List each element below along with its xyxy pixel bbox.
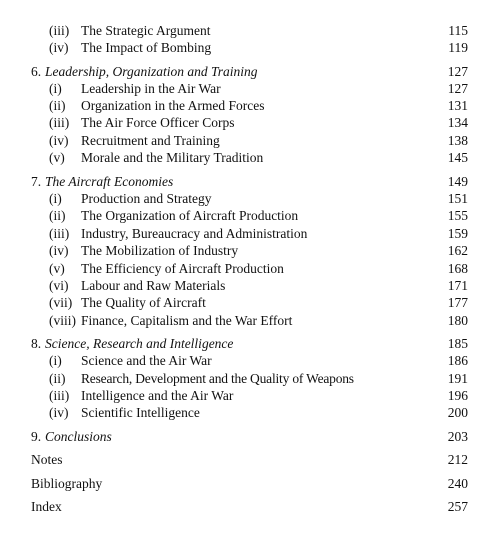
section-number: (iv)	[49, 405, 69, 420]
chapter-entry	[0, 335, 493, 353]
toc-entry	[0, 114, 493, 132]
section-title: Research, Development and the Quality of Weapons	[81, 371, 354, 386]
chapter-number: 8.	[31, 336, 42, 351]
toc-entry	[0, 312, 493, 330]
page-number: 134	[447, 115, 468, 130]
toc-entry	[0, 97, 493, 115]
page-number: 212	[447, 452, 468, 467]
page-number: 115	[448, 23, 468, 38]
page-number: 196	[447, 388, 468, 403]
toc-entry	[0, 190, 493, 208]
section-title: The Quality of Aircraft	[81, 295, 206, 310]
page-number: 127	[447, 64, 468, 79]
toc-entry	[0, 387, 493, 405]
page-number: 171	[447, 278, 468, 293]
chapter-title: Science, Research and Intelligence	[45, 336, 234, 351]
section-title: The Mobilization of Industry	[81, 243, 239, 258]
back-matter-entry	[0, 451, 493, 469]
page-number: 168	[447, 261, 468, 276]
toc-entry	[0, 149, 493, 167]
section-number: (v)	[49, 261, 65, 276]
section-number: (iii)	[49, 226, 70, 241]
page-number: 191	[447, 371, 468, 386]
page-number: 185	[447, 336, 468, 351]
toc-entry	[0, 80, 493, 98]
page-number: 145	[447, 150, 468, 165]
toc-entry	[0, 352, 493, 370]
page-number: 186	[447, 353, 468, 368]
page-number: 127	[447, 81, 468, 96]
toc-entry	[0, 225, 493, 243]
section-number: (iv)	[49, 40, 69, 55]
section-title: Labour and Raw Materials	[81, 278, 226, 293]
toc-entry	[0, 132, 493, 150]
toc-entry	[0, 39, 493, 57]
section-title: The Strategic Argument	[81, 23, 211, 38]
page-number: 203	[447, 429, 468, 444]
toc-entry	[0, 404, 493, 422]
section-title: Leadership in the Air War	[81, 81, 221, 96]
toc-entry	[0, 294, 493, 312]
chapter-entry	[0, 63, 493, 81]
bibliography-title: Bibliography	[31, 476, 103, 491]
page-number: 131	[447, 98, 468, 113]
section-number: (vi)	[49, 278, 69, 293]
toc-entry	[0, 22, 493, 40]
section-number: (ii)	[49, 208, 66, 223]
section-number: (iv)	[49, 133, 69, 148]
chapter-entry	[0, 428, 493, 446]
section-number: (iii)	[49, 23, 70, 38]
page-number: 180	[447, 313, 468, 328]
section-title: Science and the Air War	[81, 353, 212, 368]
page-number: 240	[447, 476, 468, 491]
section-number: (v)	[49, 150, 65, 165]
section-number: (i)	[49, 353, 62, 368]
toc-entry	[0, 277, 493, 295]
page-number: 200	[447, 405, 468, 420]
section-title: The Organization of Aircraft Production	[81, 208, 299, 223]
page-number: 257	[447, 499, 468, 514]
chapter-number: 9.	[31, 429, 42, 444]
chapter-number: 6.	[31, 64, 42, 79]
toc-entry	[0, 260, 493, 278]
section-title: The Air Force Officer Corps	[81, 115, 235, 130]
page-number: 149	[447, 174, 468, 189]
chapter-number: 7.	[31, 174, 42, 189]
page-number: 151	[447, 191, 468, 206]
page-number: 159	[447, 226, 468, 241]
section-number: (iv)	[49, 243, 69, 258]
section-number: (viii)	[49, 313, 76, 328]
toc-entry	[0, 242, 493, 260]
section-number: (i)	[49, 191, 62, 206]
chapter-title: Conclusions	[45, 429, 112, 444]
section-title: Finance, Capitalism and the War Effort	[81, 313, 293, 328]
toc-entry	[0, 207, 493, 225]
section-number: (ii)	[49, 98, 66, 113]
page-number: 138	[447, 133, 468, 148]
section-title: Intelligence and the Air War	[81, 388, 234, 403]
back-matter-entry	[0, 498, 493, 516]
section-title: Recruitment and Training	[81, 133, 220, 148]
index-title: Index	[31, 499, 62, 514]
chapter-title: The Aircraft Economies	[45, 174, 174, 189]
page-number: 162	[447, 243, 468, 258]
section-number: (iii)	[49, 115, 70, 130]
section-title: Morale and the Military Tradition	[81, 150, 264, 165]
section-number: (ii)	[49, 371, 66, 386]
section-title: Industry, Bureaucracy and Administration	[81, 226, 308, 241]
section-title: The Efficiency of Aircraft Production	[81, 261, 284, 276]
chapter-title: Leadership, Organization and Training	[45, 64, 258, 79]
section-number: (i)	[49, 81, 62, 96]
page-number: 155	[447, 208, 468, 223]
section-title: The Impact of Bombing	[81, 40, 212, 55]
section-title: Organization in the Armed Forces	[81, 98, 265, 113]
toc-entry	[0, 370, 493, 388]
notes-title: Notes	[31, 452, 63, 467]
section-title: Production and Strategy	[81, 191, 212, 206]
back-matter-entry	[0, 475, 493, 493]
section-number: (iii)	[49, 388, 70, 403]
section-number: (vii)	[49, 295, 73, 310]
page-number: 177	[447, 295, 468, 310]
page-number: 119	[448, 40, 468, 55]
section-title: Scientific Intelligence	[81, 405, 200, 420]
chapter-entry	[0, 173, 493, 191]
